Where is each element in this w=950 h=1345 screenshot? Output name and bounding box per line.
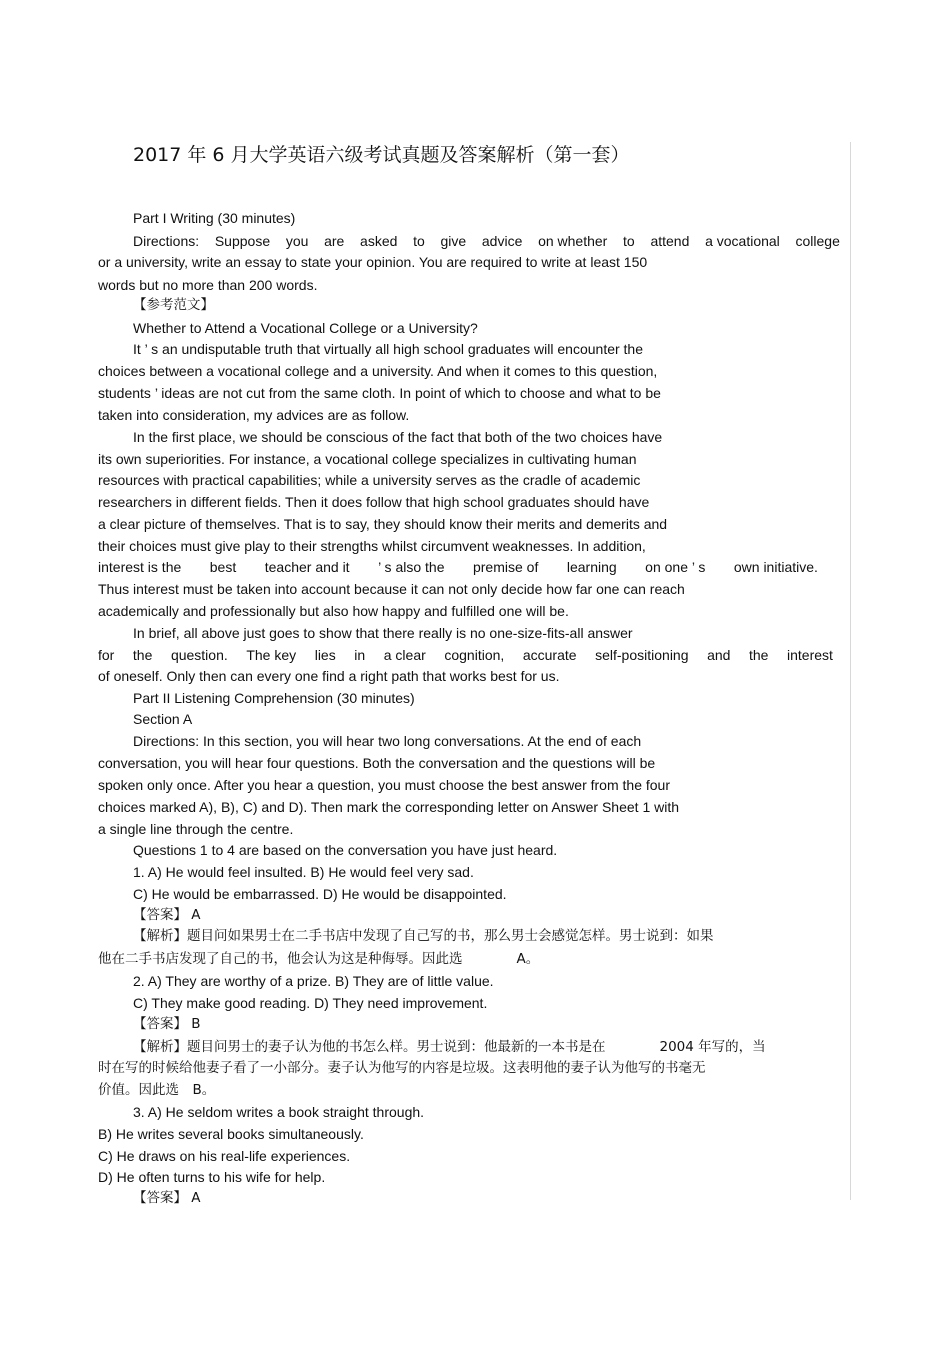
text-line: C) He would be embarrassed. D) He would be disappointed. <box>133 886 507 902</box>
text-line: 【答案】 A <box>133 907 201 923</box>
text-line: words but no more than 200 words. <box>98 277 318 293</box>
word: cognition, <box>444 647 505 663</box>
word: to <box>413 233 425 249</box>
text-line: spoken only once. After you hear a question, you must choose the best answer from the four <box>98 777 670 793</box>
text-line: students ’ ideas are not cut from the same cloth. In point of which to choose and what to be <box>98 385 661 401</box>
word: you <box>285 233 309 249</box>
word: for <box>98 647 115 663</box>
word: Directions: <box>133 233 200 249</box>
text-line: B) He writes several books simultaneously. <box>98 1126 364 1142</box>
word: own initiative. <box>733 559 818 575</box>
word: on whether <box>538 233 608 249</box>
text-line: 时在写的时候给他妻子看了一小部分。妻子认为他写的内容是垃圾。这表明他的妻子认为他写的书毫无 <box>98 1060 706 1076</box>
word: a clear <box>383 647 426 663</box>
word: college <box>795 233 840 249</box>
text-line: choices marked A), B), C) and D). Then mark the corresponding letter on Answer Sheet 1 with <box>98 799 680 815</box>
word: on one ’ s <box>645 559 706 575</box>
text-line: Part I Writing (30 minutes) <box>133 210 296 226</box>
word: a vocational <box>705 233 780 249</box>
text-line: of oneself. Only then can every one find a right path that works best for us. <box>98 668 560 684</box>
text-line <box>98 559 818 575</box>
text-line: their choices must give play to their strengths whilst circumvent weaknesses. In addition, <box>98 538 646 554</box>
text-line: 【解析】题目问男士的妻子认为他的书怎么样。男士说到：他最新的一本书是在 2004 年写的，当 <box>133 1039 766 1055</box>
word: interest <box>787 647 833 663</box>
text-line: researchers in different fields. Then it does follow that high school graduates should have <box>98 494 650 510</box>
text-line: C) He draws on his real-life experiences. <box>98 1148 351 1164</box>
text-line: Part II Listening Comprehension (30 minutes) <box>133 690 415 706</box>
text-line: 【参考范文】 <box>133 297 214 313</box>
word: in <box>354 647 366 663</box>
word: learning <box>566 559 617 575</box>
text-line: 1. A) He would feel insulted. B) He would feel very sad. <box>133 864 474 880</box>
text-line: conversation, you will hear four questions. Both the conversation and the questions will be <box>98 755 656 771</box>
text-line: In brief, all above just goes to show that there really is no one-size-fits-all answer <box>133 625 633 641</box>
word: give <box>440 233 467 249</box>
text-line: academically and professionally but also how happy and fulfilled one will be. <box>98 603 569 619</box>
text-line: a single line through the centre. <box>98 821 294 837</box>
word: attend <box>650 233 690 249</box>
text-line: Section A <box>133 711 193 727</box>
text-line: 2. A) They are worthy of a prize. B) They are of little value. <box>133 973 494 989</box>
word: advice <box>481 233 523 249</box>
text-line: 【解析】题目问如果男士在二手书店中发现了自己写的书，那么男士会感觉怎样。男士说到：如果 <box>133 928 714 944</box>
word: the <box>748 647 769 663</box>
word: and <box>707 647 731 663</box>
word: best <box>209 559 237 575</box>
word: The key <box>246 647 297 663</box>
text-line: resources with practical capabilities; while a university serves as the cradle of academic <box>98 472 641 488</box>
text-line: a clear picture of themselves. That is to say, they should know their merits and demerits and <box>98 516 668 532</box>
word: to <box>623 233 635 249</box>
text-line: 【答案】 B <box>133 1016 201 1032</box>
text-line: or a university, write an essay to state your opinion. You are required to write at least 150 <box>98 254 648 270</box>
text-line <box>133 233 840 249</box>
margin-rule <box>850 142 851 1200</box>
word: lies <box>314 647 336 663</box>
word: teacher and it <box>264 559 350 575</box>
text-line: Whether to Attend a Vocational College or a University? <box>133 320 478 336</box>
word: premise of <box>472 559 539 575</box>
word: Suppose <box>214 233 271 249</box>
text-line: 3. A) He seldom writes a book straight through. <box>133 1104 425 1120</box>
text-line: 他在二手书店发现了自己的书，他会认为这是种侮辱。因此选 A。 <box>98 951 540 967</box>
page-title: 2017 年 6 月大学英语六级考试真题及答案解析（第一套） <box>133 144 630 166</box>
text-line: Directions: In this section, you will hear two long conversations. At the end of each <box>133 733 642 749</box>
text-line: D) He often turns to his wife for help. <box>98 1169 326 1185</box>
text-line: It ’ s an undisputable truth that virtually all high school graduates will encounter the <box>133 341 644 357</box>
text-line: taken into consideration, my advices are as follow. <box>98 407 410 423</box>
word: asked <box>360 233 398 249</box>
word: are <box>324 233 345 249</box>
text-line: Thus interest must be taken into account because it can not only decide how far one can reach <box>98 581 685 597</box>
text-line: choices between a vocational college and a university. And when it comes to this question, <box>98 363 658 379</box>
text-line: its own superiorities. For instance, a vocational college specializes in cultivating human <box>98 451 637 467</box>
text-line: In the first place, we should be conscious of the fact that both of the two choices have <box>133 429 663 445</box>
text-line <box>98 647 833 663</box>
word: self-positioning <box>595 647 689 663</box>
word: accurate <box>522 647 577 663</box>
word: question. <box>170 647 228 663</box>
text-line: Questions 1 to 4 are based on the conversation you have just heard. <box>133 842 558 858</box>
word: interest is the <box>98 559 182 575</box>
text-line: 价值。因此选 B。 <box>98 1082 216 1098</box>
word: the <box>132 647 153 663</box>
word: ’ s also the <box>378 559 445 575</box>
text-line: 【答案】 A <box>133 1190 201 1206</box>
text-line: C) They make good reading. D) They need improvement. <box>133 995 488 1011</box>
